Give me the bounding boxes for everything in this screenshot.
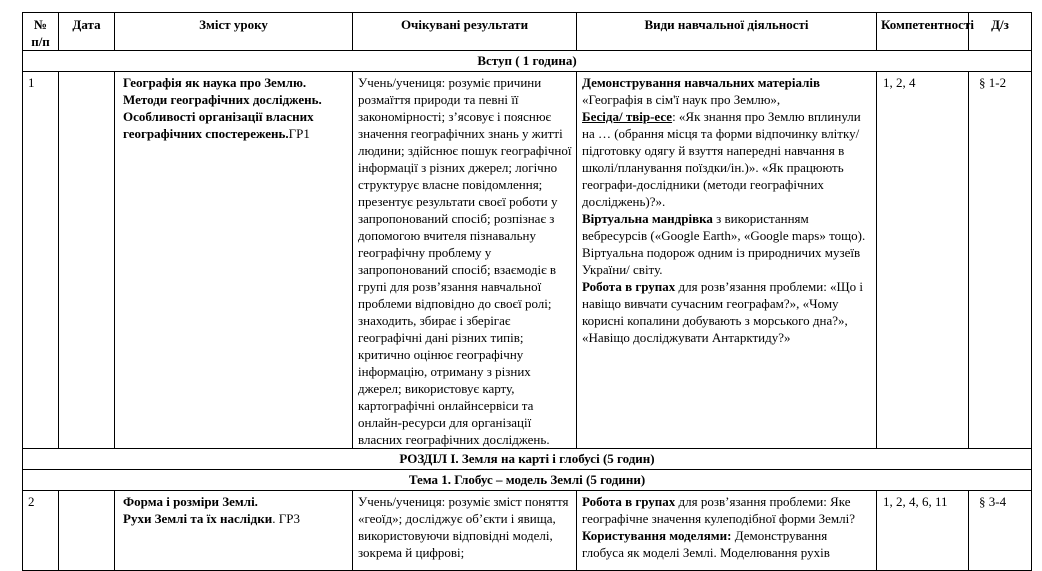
header-content: Зміст уроку — [115, 13, 353, 51]
row1-hw: § 1-2 — [969, 72, 1032, 449]
header-activities: Види навчальної діяльності — [577, 13, 877, 51]
row2-results: Учень/учениця: розуміє зміст поняття «геоїд»; досліджує об’єкти і явища, використовуючи відповідні моделі, зокрема й цифрові; — [353, 491, 577, 571]
row1-topic-tail: ГР1 — [288, 126, 310, 141]
row1-act4-title: Робота в групах — [582, 279, 676, 294]
row2-hw: § 3-4 — [969, 491, 1032, 571]
lesson-plan-page — [22, 12, 1032, 571]
row2-topic — [115, 491, 353, 571]
theme1-row — [23, 470, 1032, 491]
row1-act4-text: для розв’язання проблеми: «Що і навіщо вивчати сучасним географам?», «Чому корисні копалини добувають з морського дна?», «Навіщо досліджувати Антарктиду?» — [582, 279, 864, 345]
header-date: Дата — [59, 13, 115, 51]
row2-act1-title: Робота в групах — [582, 494, 676, 509]
row1-competences: 1, 2, 4 — [877, 72, 969, 449]
row1-topic-bold: Географія як наука про Землю. Методи географічних досліджень. Особливості організації власних географічних спостережень. — [123, 75, 322, 141]
row2-act2-text: Демонстрування глобуса як моделі Землі. Моделювання рухів — [582, 528, 830, 560]
row1-topic — [115, 72, 353, 449]
row2-topic-line1: Форма і розміри Землі. — [123, 494, 258, 509]
theme1-title: Тема 1. Глобус – модель Землі (5 години) — [23, 470, 1032, 491]
section1-row — [23, 449, 1032, 470]
row2-topic-line2 — [123, 510, 348, 527]
header-hw: Д/з — [969, 13, 1032, 51]
intro-section-title: Вступ ( 1 година) — [23, 51, 1032, 72]
header-row — [23, 13, 1032, 51]
lesson-row-1 — [23, 72, 1032, 449]
lesson-plan-table — [22, 12, 1032, 571]
row2-act1-text: для розв’язання проблеми: Яке географічне значення кулеподібної форми Землі? — [582, 494, 855, 526]
row1-act3-title: Віртуальна мандрівка — [582, 211, 713, 226]
row2-competences: 1, 2, 4, 6, 11 — [877, 491, 969, 571]
row2-activities — [577, 491, 877, 571]
section1-title: РОЗДІЛ І. Земля на карті і глобусі (5 годин) — [23, 449, 1032, 470]
row2-topic-line2-tail: . ГР3 — [272, 511, 300, 526]
row1-act3-text: з використанням вебресурсів («Google Earth», «Google maps» тощо). Віртуальна подорож одним із природничих музеїв України/ світу. — [582, 211, 866, 277]
intro-section-row — [23, 51, 1032, 72]
row2-topic-line2-bold: Рухи Землі та їх наслідки — [123, 511, 273, 526]
row1-num: 1 — [23, 72, 59, 449]
row1-activities — [577, 72, 877, 449]
header-competences: Компетентності — [877, 13, 969, 51]
lesson-row-2 — [23, 491, 1032, 571]
row1-act2-text: : «Як знання про Землю вплинули на … (обрання місця та форми відпочинку влітку/підготовку одягу й взуття напередні навчання в школі/планування поїздки/ін.)». «Як працюють географи-дослідники (методи географічних досліджень)?». — [582, 109, 861, 209]
row1-date — [59, 72, 115, 449]
row2-num: 2 — [23, 491, 59, 571]
row1-results: Учень/учениця: розуміє причини розмаїття природи та певні її закономірності; з’ясовує і пояснює значення географічних знань у житті людини; здійснює пошук географічної інформації з різних джерел; логічно структурує власне повідомлення; презентує результати своєї роботи у запропонований спосіб; розпізнає з допомогою вчителя пізнавальну географічну проблему у запропонований спосіб; взаємодіє в групі для розв’язання навчальної проблеми відповідно до своєї ролі; знаходить, збирає і зберігає географічні дані різних типів; критично оцінює географічну інформацію, отриману з різних джерел; використовує карту, картографічні онлайнсервіси та онлайн-ресурси для організації власних географічних досліджень. — [353, 72, 577, 449]
header-num: № п/п — [23, 13, 59, 51]
row2-date — [59, 491, 115, 571]
row1-act2-title: Бесіда/ твір-есе — [582, 109, 673, 124]
header-results: Очікувані результати — [353, 13, 577, 51]
row2-act2-title: Користування моделями: — [582, 528, 732, 543]
row1-act1-title: Демонстрування навчальних матеріалів — [582, 75, 821, 90]
row1-act1-text: «Географія в сім'ї наук про Землю», — [582, 92, 781, 107]
